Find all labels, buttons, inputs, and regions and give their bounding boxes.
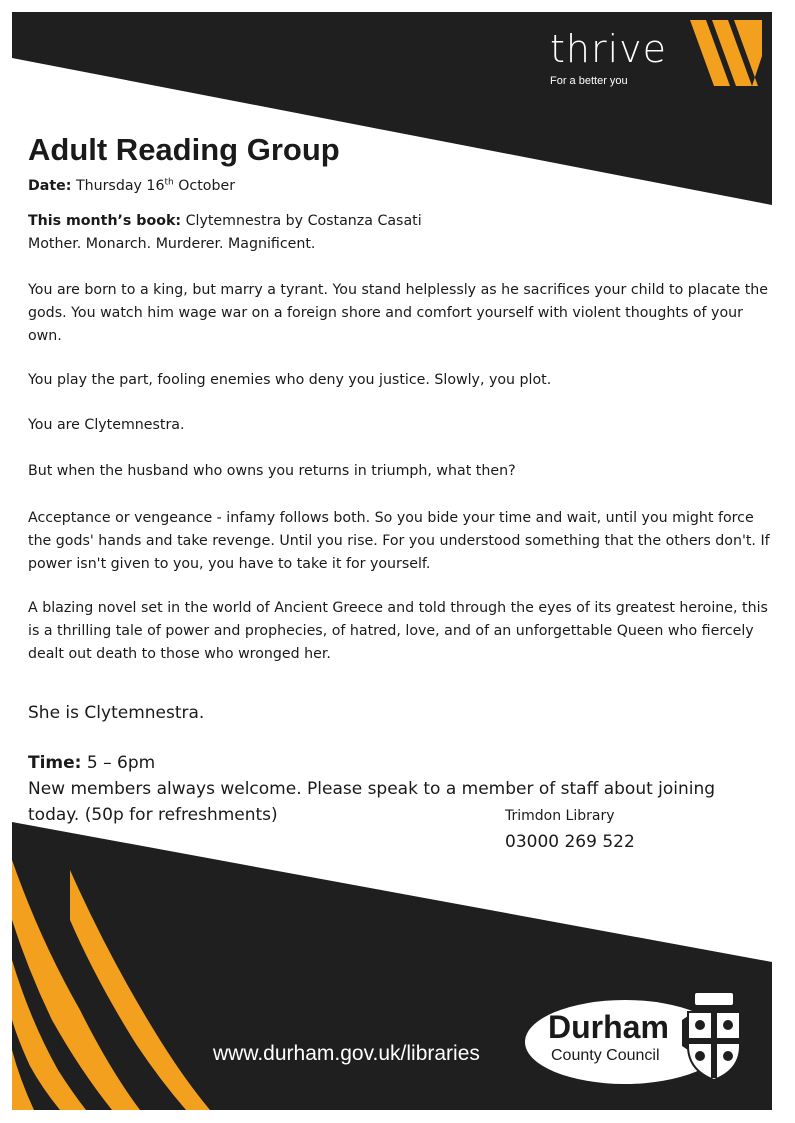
page-title: Adult Reading Group (28, 132, 340, 167)
council-name: Durham (548, 1009, 669, 1045)
paragraph-4: But when the husband who owns you returns in triumph, what then? (28, 463, 516, 479)
library-name: Trimdon Library (505, 808, 615, 824)
time-label: Time: (28, 753, 82, 773)
she-is-line: She is Clytemnestra. (28, 703, 205, 723)
library-phone: 03000 269 522 (505, 832, 635, 852)
council-subtitle: County Council (551, 1047, 660, 1064)
thrive-logo: thrive (550, 27, 668, 71)
welcome-line-2: today. (50p for refreshments) (28, 805, 278, 825)
book-value: Clytemnestra by Costanza Casati (185, 213, 422, 229)
date-value: Thursday 16th October (75, 177, 236, 194)
welcome-line-1: New members always welcome. Please speak to a member of staff about joining (28, 779, 716, 799)
paragraph-1: You are born to a king, but marry a tyrant. You stand helplessly as he sacrifices your child to placate the gods. You watch him wage war on a foreign shore and comfort yourself with violent thoughts of your own. (28, 282, 769, 344)
paragraph-6: A blazing novel set in the world of Ancient Greece and told through the eyes of its greatest heroine, this is a thrilling tale of power and prophecies, of hatred, love, and of an unforgettable Queen who fiercely dealt out death to those who wronged her. (28, 600, 768, 662)
paragraph-3: You are Clytemnestra. (28, 417, 185, 433)
website-link[interactable]: www.durham.gov.uk/libraries (213, 1042, 480, 1065)
book-label: This month’s book: (28, 213, 182, 229)
paragraph-2: You play the part, fooling enemies who deny you justice. Slowly, you plot. (28, 372, 552, 388)
book-tagline: Mother. Monarch. Murderer. Magnificent. (28, 236, 316, 252)
paragraph-5: Acceptance or vengeance - infamy follows both. So you bide your time and wait, until you might force the gods' hands and take revenge. Until you rise. For you understood something that the others don't. If power isn't given to you, you have to take it for yourself. (28, 510, 770, 572)
time-value: 5 – 6pm (86, 753, 156, 773)
thrive-tagline: For a better you (550, 75, 628, 87)
council-crest-icon (682, 990, 746, 1084)
date-label: Date: (28, 178, 72, 194)
